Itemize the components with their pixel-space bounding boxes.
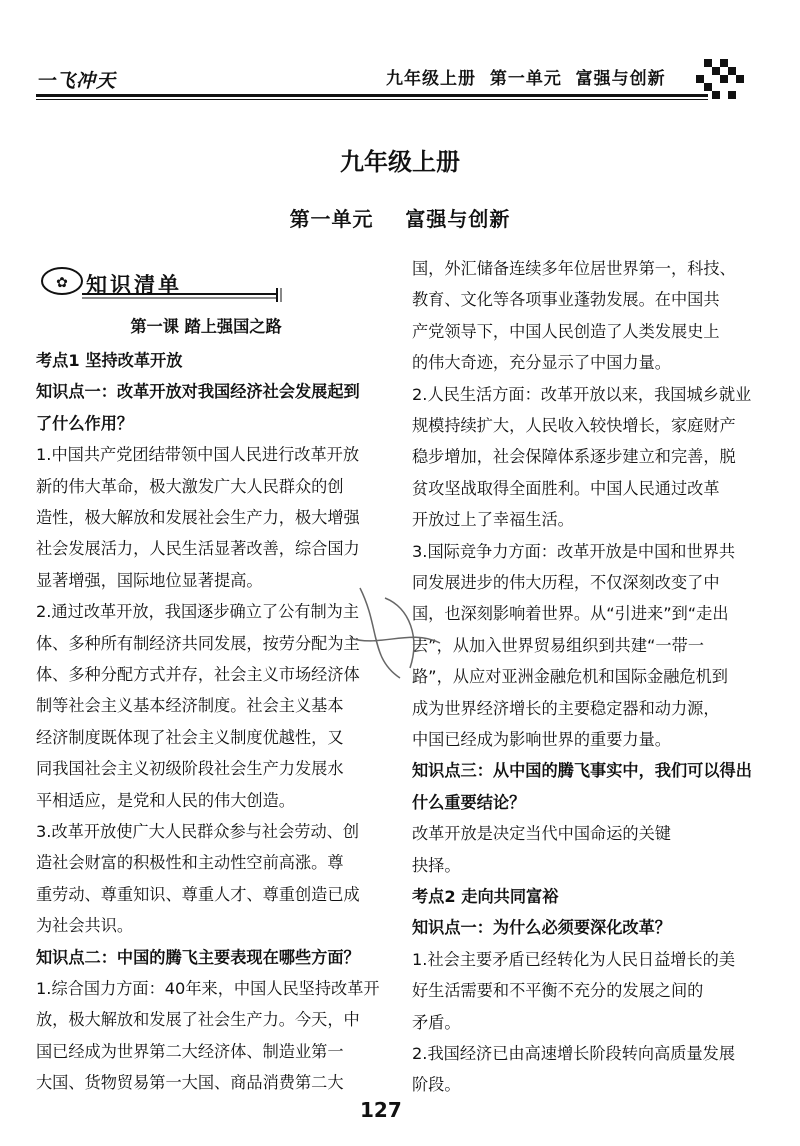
- right-line: 稳步增加，社会保障体系逐步建立和完善，脱: [412, 447, 736, 467]
- header-breadcrumb: 九年级上册 第一单元 富强与创新: [386, 69, 666, 89]
- right-line: 成为世界经济增长的主要稳定器和动力源，: [412, 698, 720, 718]
- right-line: 抉择。: [412, 855, 461, 875]
- left-line: 为社会共识。: [36, 916, 134, 936]
- left-line: 2.通过改革开放，我国逐步确立了公有制为主: [36, 602, 360, 622]
- left-line: 重劳动、尊重知识、尊重人才、尊重创造已成: [36, 884, 360, 904]
- left-line: 1.中国共产党团结带领中国人民进行改革开放: [36, 445, 360, 465]
- left-line: 平相适应，是党和人民的伟大创造。: [36, 790, 295, 810]
- right-line: 3.国际竞争力方面：改革开放是中国和世界共: [412, 541, 736, 561]
- right-line: 国，也深刻影响着世界。从“引进来”到“走出: [412, 604, 729, 624]
- left-line: 造性，极大解放和发展社会生产力，极大增强: [36, 508, 360, 527]
- right-line: 开放过上了幸福生活。: [412, 510, 574, 530]
- left-line: 放，极大解放和发展了社会生产力。今天，中: [36, 1010, 360, 1030]
- right-line: 产党领导下，中国人民创造了人类发展史上: [412, 321, 720, 341]
- left-line: 大国、货物贸易第一大国、商品消费第二大: [36, 1073, 344, 1093]
- right-line: 知识点一：为什么必须要深化改革？: [412, 918, 671, 938]
- left-line: 经济制度既体现了社会主义制度优越性，又: [36, 727, 344, 747]
- left-line: 国已经成为世界第二大经济体、制造业第一: [36, 1041, 344, 1061]
- svg-text:✿: ✿: [56, 275, 68, 291]
- left-line: 新的伟大革命，极大激发广大人民群众的创: [36, 476, 344, 496]
- left-line: 1.综合国力方面：40年来，中国人民坚持改革开: [36, 979, 380, 998]
- right-line: 同发展进步的伟大历程，不仅深刻改变了中: [412, 573, 720, 592]
- left-line: 3.改革开放使广大人民群众参与社会劳动、创: [36, 822, 360, 841]
- right-line: 中国已经成为影响世界的重要力量。: [412, 730, 671, 749]
- right-line: 好生活需要和不平衡不充分的发展之间的: [412, 981, 704, 1001]
- left-line: 同我国社会主义初级阶段社会生产力发展水: [36, 759, 344, 779]
- left-line: 知识点二：中国的腾飞主要表现在哪些方面？: [36, 947, 360, 967]
- left-line: 制等社会主义基本经济制度。社会主义基本: [36, 696, 344, 716]
- lesson-title: 第一课 踏上强国之路: [130, 317, 282, 336]
- header-rule: [36, 94, 708, 97]
- right-line: 2.人民生活方面：改革开放以来，我国城乡就业: [412, 384, 752, 404]
- right-line: 阶段。: [412, 1075, 461, 1095]
- left-line: 了什么作用？: [36, 413, 134, 433]
- left-line: 体、多种所有制经济共同发展，按劳分配为主: [36, 633, 360, 653]
- right-line: 考点2 走向共同富裕: [412, 887, 559, 906]
- right-line: 国，外汇储备连续多年位居世界第一，科技、: [412, 259, 736, 278]
- page-number: 127: [360, 1098, 402, 1122]
- right-line: 规模持续扩大，人民收入较快增长，家庭财产: [412, 416, 736, 435]
- right-line: 的伟大奇迹，充分显示了中国力量。: [412, 353, 671, 373]
- left-line: 体、多种分配方式并存，社会主义市场经济体: [36, 665, 360, 684]
- right-line: 1.社会主要矛盾已经转化为人民日益增长的美: [412, 949, 736, 969]
- left-line: 社会发展活力，人民生活显著改善，综合国力: [36, 539, 360, 559]
- unit-title: 第一单元 富强与创新: [289, 207, 511, 231]
- left-line: 知识点一：改革开放对我国经济社会发展起到: [36, 382, 360, 402]
- header-rule-thin: [36, 99, 708, 100]
- right-line: 改革开放是决定当代中国命运的关键: [412, 824, 671, 844]
- header-logo: 一飞冲天: [36, 70, 117, 92]
- left-line: 显著增强，国际地位显著提高。: [36, 570, 263, 590]
- page-title: 九年级上册: [340, 148, 460, 176]
- watermark-scribble: [340, 568, 450, 698]
- right-line: 教育、文化等各项事业蓬勃发展。在中国共: [412, 290, 720, 310]
- right-line: 去”，从加入世界贸易组织到共建“一带一: [412, 635, 704, 655]
- right-line: 路”，从应对亚洲金融危机和国际金融危机到: [412, 667, 728, 687]
- section-banner-label: 知识清单: [86, 273, 182, 297]
- right-line: 知识点三：从中国的腾飞事实中，我们可以得出: [412, 761, 752, 781]
- left-line: 造社会财富的积极性和主动性空前高涨。尊: [36, 853, 344, 873]
- right-line: 贫攻坚战取得全面胜利。中国人民通过改革: [412, 478, 720, 498]
- right-line: 矛盾。: [412, 1012, 461, 1032]
- right-line: 2.我国经济已由高速增长阶段转向高质量发展: [412, 1044, 736, 1063]
- right-line: 什么重要结论？: [412, 792, 526, 812]
- left-line: 考点1 坚持改革开放: [36, 351, 183, 370]
